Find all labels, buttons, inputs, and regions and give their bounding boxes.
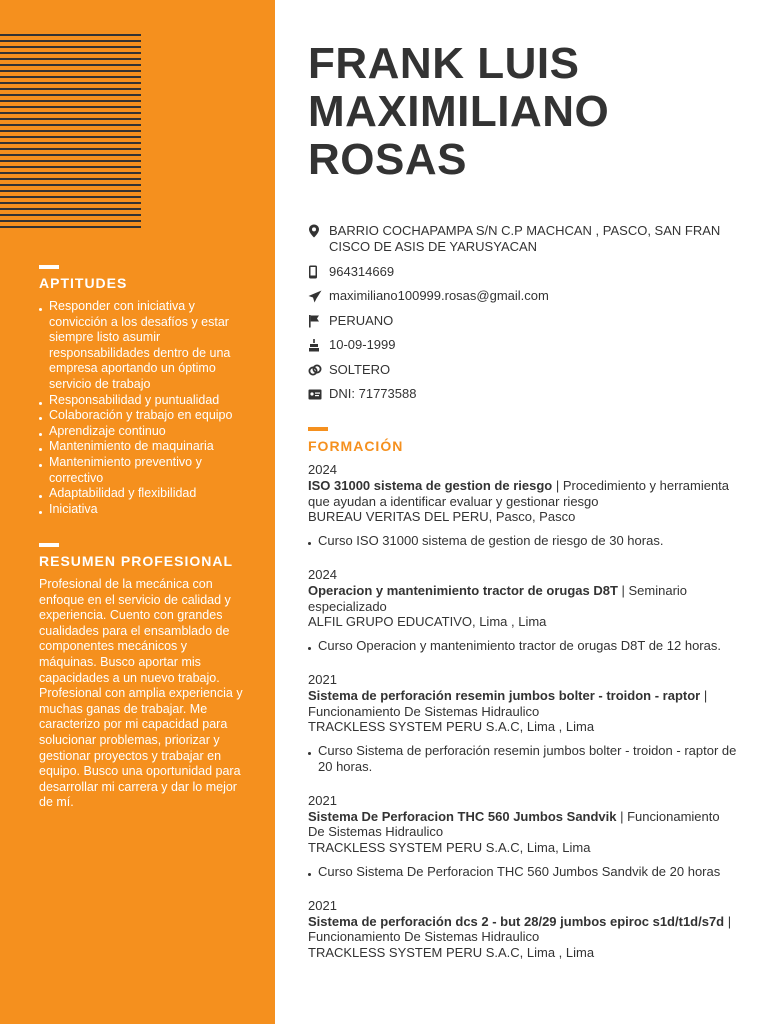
entry-separator: | <box>617 582 629 598</box>
contact-birthdate <box>308 337 738 353</box>
entry-institution: TRACKLESS SYSTEM PERU S.A.C, Lima , Lima <box>308 719 595 735</box>
entry-year: 2021 <box>308 671 337 687</box>
list-item: Mantenimiento preventivo y correctivo <box>39 455 244 486</box>
contact-phone <box>308 264 738 280</box>
entry-separator: | <box>700 687 708 703</box>
list-item: Curso Sistema de perforación resemin jumbos bolter - troidon - raptor de 20 horas. <box>308 743 738 775</box>
entry-bullets <box>308 638 738 654</box>
flag-icon <box>308 313 329 329</box>
entry-institution: TRACKLESS SYSTEM PERU S.A.C, Lima, Lima <box>308 840 591 856</box>
entry-title: Sistema De Perforacion THC 560 Jumbos Sandvik <box>308 808 617 824</box>
phone-text: 964314669 <box>329 263 395 279</box>
id-card-icon <box>308 386 329 402</box>
list-item: Curso Sistema De Perforacion THC 560 Jumbos Sandvik de 20 horas <box>308 864 738 880</box>
birthdate-text: 10-09-1999 <box>329 337 396 352</box>
entry-institution: ALFIL GRUPO EDUCATIVO, Lima , Lima <box>308 614 547 630</box>
contact-dni <box>308 386 738 402</box>
contact-list <box>308 223 738 411</box>
contact-nationality <box>308 313 738 329</box>
list-item: Adaptabilidad y flexibilidad <box>39 486 244 502</box>
contact-address <box>308 223 738 255</box>
entry-bullets <box>308 864 738 880</box>
list-item: Curso ISO 31000 sistema de gestion de riesgo de 30 horas. <box>308 533 738 549</box>
entry-year: 2024 <box>308 462 337 477</box>
list-item: Aprendizaje continuo <box>39 424 244 440</box>
formacion-heading: FORMACIÓN <box>308 438 404 454</box>
entry-institution: BUREAU VERITAS DEL PERU, Pasco, Pasco <box>308 509 576 525</box>
entry-bullets <box>308 533 738 549</box>
summary-text: Profesional de la mecánica con enfoque en el servicio de calidad y experiencia. Cuento con grandes cualidades para el ensamblado de componentes mecánicos y máquinas. Busco aportar mis capacidades a un nuevo trabajo. Profesional con amplia experiencia y muchas ganas de trabajar. Me caracterizo por mi capacidad para solucionar problemas, priorizar y gestionar proyectos y trabajar en equipo. Busco una oportunidad para desarrollar mi carrera y dar lo mejor de mí. <box>39 577 243 810</box>
entry-separator: | <box>616 808 628 824</box>
contact-marital-status <box>308 362 738 378</box>
location-pin-icon <box>308 223 329 239</box>
section-accent-bar <box>39 543 59 547</box>
list-item: Iniciativa <box>39 502 244 518</box>
rings-icon <box>308 362 329 378</box>
entry-description: Seminario especializado <box>308 582 688 614</box>
aptitudes-heading: APTITUDES <box>39 275 128 291</box>
entry-description: Funcionamiento De Sistemas Hidraulico <box>308 703 540 719</box>
nationality-text: PERUANO <box>329 312 394 328</box>
education-entry <box>308 672 738 775</box>
send-icon <box>308 288 329 304</box>
contact-email <box>308 288 738 304</box>
email-text: maximiliano100999.rosas@gmail.com <box>329 288 549 303</box>
summary-section <box>39 543 244 811</box>
entry-separator: | <box>724 913 732 929</box>
entry-year: 2021 <box>308 792 337 808</box>
phone-icon <box>308 264 329 280</box>
aptitudes-list <box>39 299 244 517</box>
address-text: BARRIO COCHAPAMPA S/N C.P MACHCAN , PASCO, SAN FRANCISCO DE ASIS DE YARUSYACAN <box>329 223 721 254</box>
aptitudes-section <box>39 265 244 517</box>
entry-year: 2021 <box>308 897 337 913</box>
entry-title: ISO 31000 sistema de gestion de riesgo <box>308 477 553 493</box>
education-entry <box>308 898 738 961</box>
marital-status-text: SOLTERO <box>329 361 391 377</box>
section-accent-bar <box>308 427 328 431</box>
entry-description: Funcionamiento De Sistemas Hidraulico <box>308 808 720 840</box>
entry-description: Procedimiento y herramienta que ayudan a identificar evaluar y gestionar riesgo <box>308 477 730 509</box>
decorative-stripes <box>0 34 141 229</box>
sidebar <box>0 0 275 1024</box>
education-entry <box>308 793 738 880</box>
cake-icon <box>308 337 329 353</box>
list-item: Mantenimiento de maquinaria <box>39 439 244 455</box>
list-item: Curso Operacion y mantenimiento tractor de orugas D8T de 12 horas. <box>308 638 738 654</box>
education-entry <box>308 462 738 549</box>
entry-title: Operacion y mantenimiento tractor de orugas D8T <box>308 582 618 598</box>
entry-description: Funcionamiento De Sistemas Hidraulico <box>308 929 540 945</box>
education-entry <box>308 567 738 654</box>
entry-separator: | <box>552 477 563 493</box>
entry-bullets <box>308 743 738 775</box>
list-item: Responder con iniciativa y convicción a los desafíos y estar siempre listo asumir responsabilidades dentro de una empresa aportando un óptimo servicio de trabajo <box>39 299 244 393</box>
section-accent-bar <box>39 265 59 269</box>
entry-year: 2024 <box>308 566 337 582</box>
formacion-section <box>308 427 738 961</box>
entry-title: Sistema de perforación dcs 2 - but 28/29 jumbos epiroc s1d/t1d/s7d <box>308 913 725 929</box>
entry-title: Sistema de perforación resemin jumbos bolter - troidon - raptor <box>308 687 701 703</box>
dni-text: DNI: 71773588 <box>329 386 417 401</box>
candidate-name: FRANK LUIS MAXIMILIANO ROSAS <box>308 39 610 184</box>
list-item: Colaboración y trabajo en equipo <box>39 408 244 424</box>
summary-heading: RESUMEN PROFESIONAL <box>39 553 234 569</box>
list-item: Responsabilidad y puntualidad <box>39 393 244 409</box>
entry-institution: TRACKLESS SYSTEM PERU S.A.C, Lima , Lima <box>308 945 595 961</box>
